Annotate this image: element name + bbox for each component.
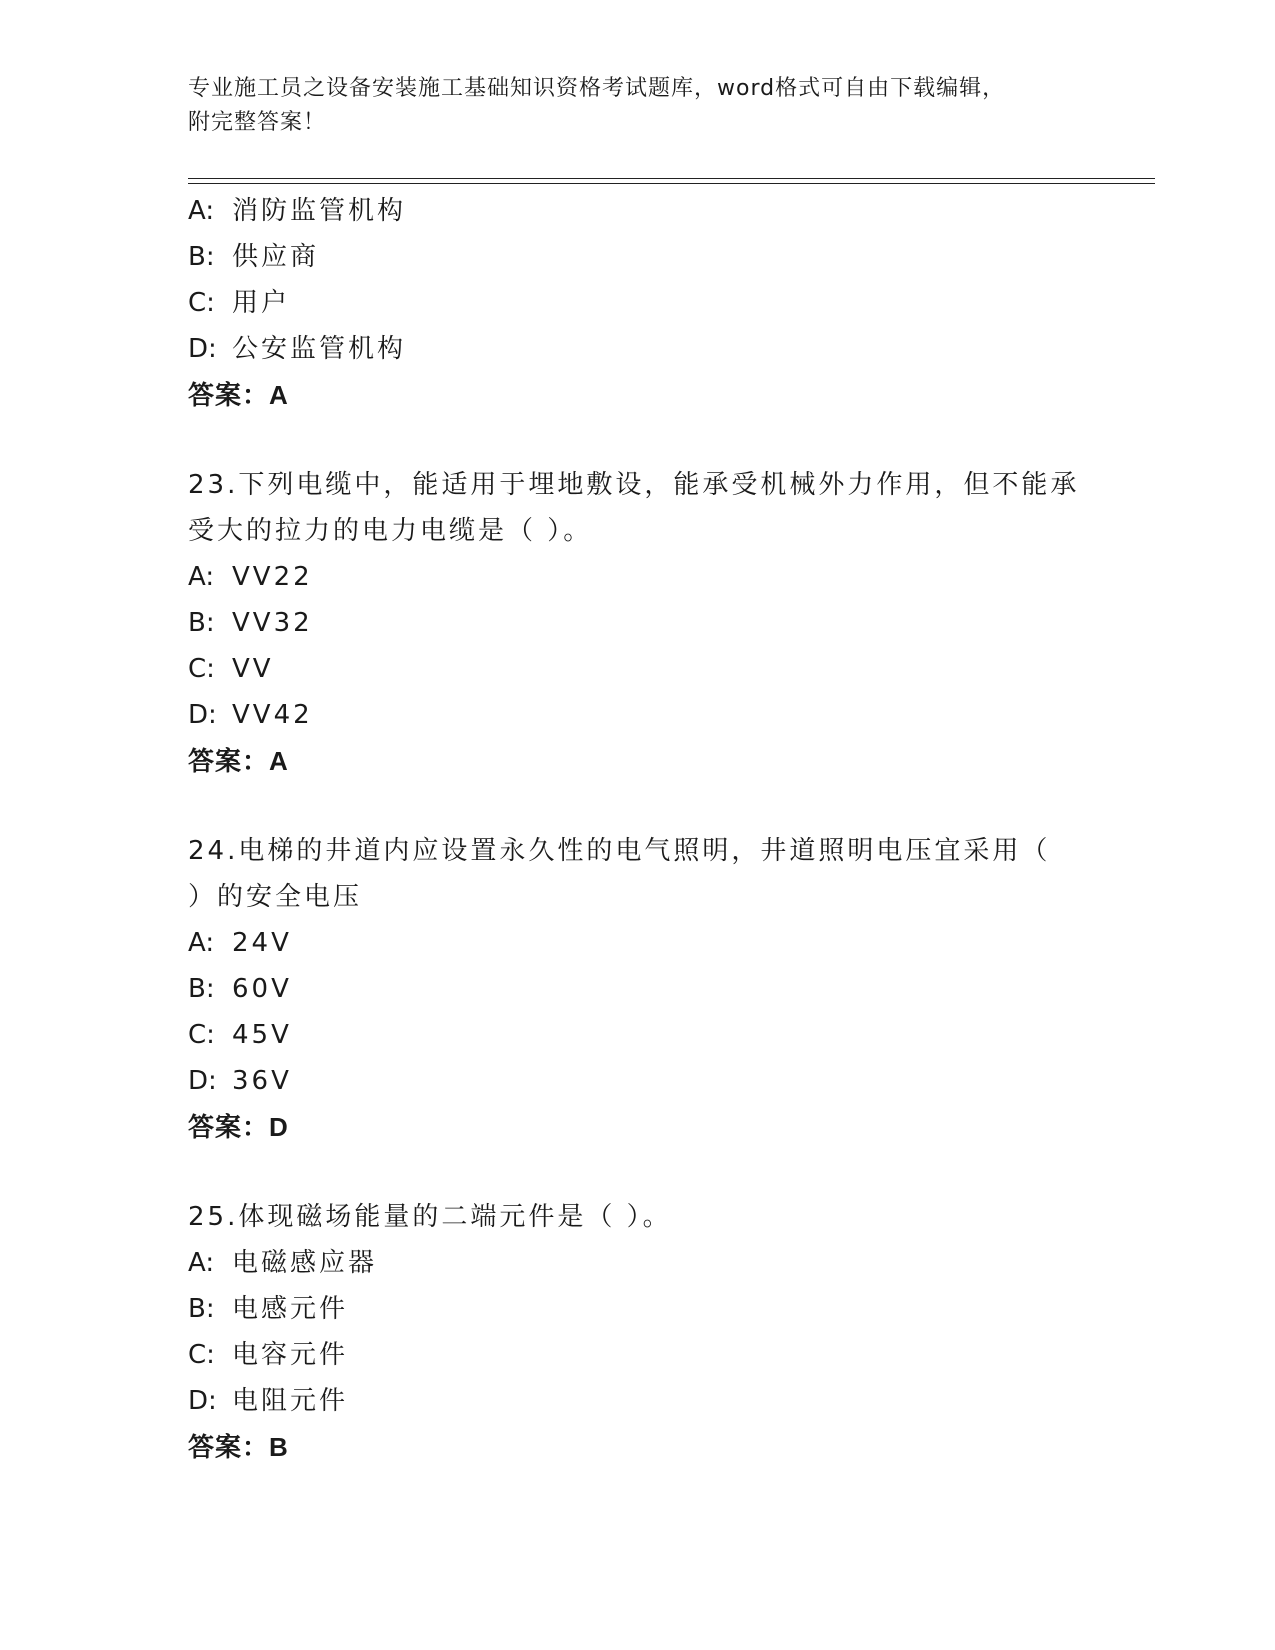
option-d [188, 692, 1088, 738]
option-letter: A: [188, 562, 215, 592]
option-a [188, 920, 1088, 966]
question-block-24 [188, 828, 1088, 1150]
option-d [188, 1378, 1088, 1424]
option-d [188, 326, 1088, 372]
option-text: 电阻元件 [232, 1386, 349, 1416]
option-a [188, 1240, 1088, 1286]
option-letter: D: [188, 1066, 217, 1096]
option-text: 用户 [232, 288, 291, 318]
option-letter: C: [188, 288, 215, 318]
option-letter: D: [188, 334, 217, 364]
question-list [188, 188, 1088, 1470]
option-text: 公安监管机构 [232, 334, 407, 364]
option-letter: D: [188, 700, 217, 730]
spacer [188, 418, 1088, 462]
answer-line: 答案：D [188, 1112, 289, 1142]
option-text: 电磁感应器 [232, 1248, 378, 1278]
question-stem-line: 23.下列电缆中，能适用于埋地敷设，能承受机械外力作用，但不能承 [188, 470, 1080, 500]
option-letter: A: [188, 196, 215, 226]
option-d [188, 1058, 1088, 1104]
answer-line: 答案：A [188, 746, 289, 776]
option-letter: C: [188, 654, 215, 684]
option-letter: A: [188, 1248, 215, 1278]
option-text: 60V [232, 974, 292, 1004]
option-a [188, 554, 1088, 600]
question-stem-line: 25.体现磁场能量的二端元件是（ ）。 [188, 1202, 672, 1232]
option-b [188, 234, 1088, 280]
option-letter: C: [188, 1340, 215, 1370]
option-text: 36V [232, 1066, 292, 1096]
header-divider-top [188, 178, 1155, 179]
option-b [188, 1286, 1088, 1332]
option-letter: C: [188, 1020, 215, 1050]
document-header [188, 72, 1088, 140]
option-letter: A: [188, 928, 215, 958]
option-text: 24V [232, 928, 292, 958]
option-text: 电容元件 [232, 1340, 349, 1370]
spacer [188, 784, 1088, 828]
answer-line: 答案：B [188, 1432, 289, 1462]
header-line-1: 专业施工员之设备安装施工基础知识资格考试题库，word格式可自由下载编辑， [188, 76, 1006, 101]
question-block-prev [188, 188, 1088, 418]
option-letter: B: [188, 242, 215, 272]
option-b [188, 600, 1088, 646]
option-text: 供应商 [232, 242, 320, 272]
spacer [188, 1150, 1088, 1194]
option-text: 45V [232, 1020, 292, 1050]
option-c [188, 646, 1088, 692]
option-letter: B: [188, 608, 215, 638]
option-text: VV32 [232, 608, 313, 638]
question-block-23 [188, 462, 1088, 784]
option-a [188, 188, 1088, 234]
option-text: 消防监管机构 [232, 196, 407, 226]
answer-line: 答案：A [188, 380, 289, 410]
option-b [188, 966, 1088, 1012]
question-block-25 [188, 1194, 1088, 1470]
header-divider-bottom [188, 183, 1155, 184]
question-stem-line: 受大的拉力的电力电缆是（ ）。 [188, 516, 593, 546]
option-c [188, 1012, 1088, 1058]
option-text: 电感元件 [232, 1294, 349, 1324]
option-text: VV22 [232, 562, 313, 592]
option-text: VV42 [232, 700, 313, 730]
option-letter: B: [188, 974, 215, 1004]
header-line-2: 附完整答案！ [188, 110, 327, 135]
option-text: VV [232, 654, 274, 684]
option-letter: D: [188, 1386, 217, 1416]
option-letter: B: [188, 1294, 215, 1324]
option-c [188, 1332, 1088, 1378]
question-stem-line: ）的安全电压 [188, 882, 363, 912]
question-stem-line: 24.电梯的井道内应设置永久性的电气照明，井道照明电压宜采用（ [188, 836, 1051, 866]
option-c [188, 280, 1088, 326]
